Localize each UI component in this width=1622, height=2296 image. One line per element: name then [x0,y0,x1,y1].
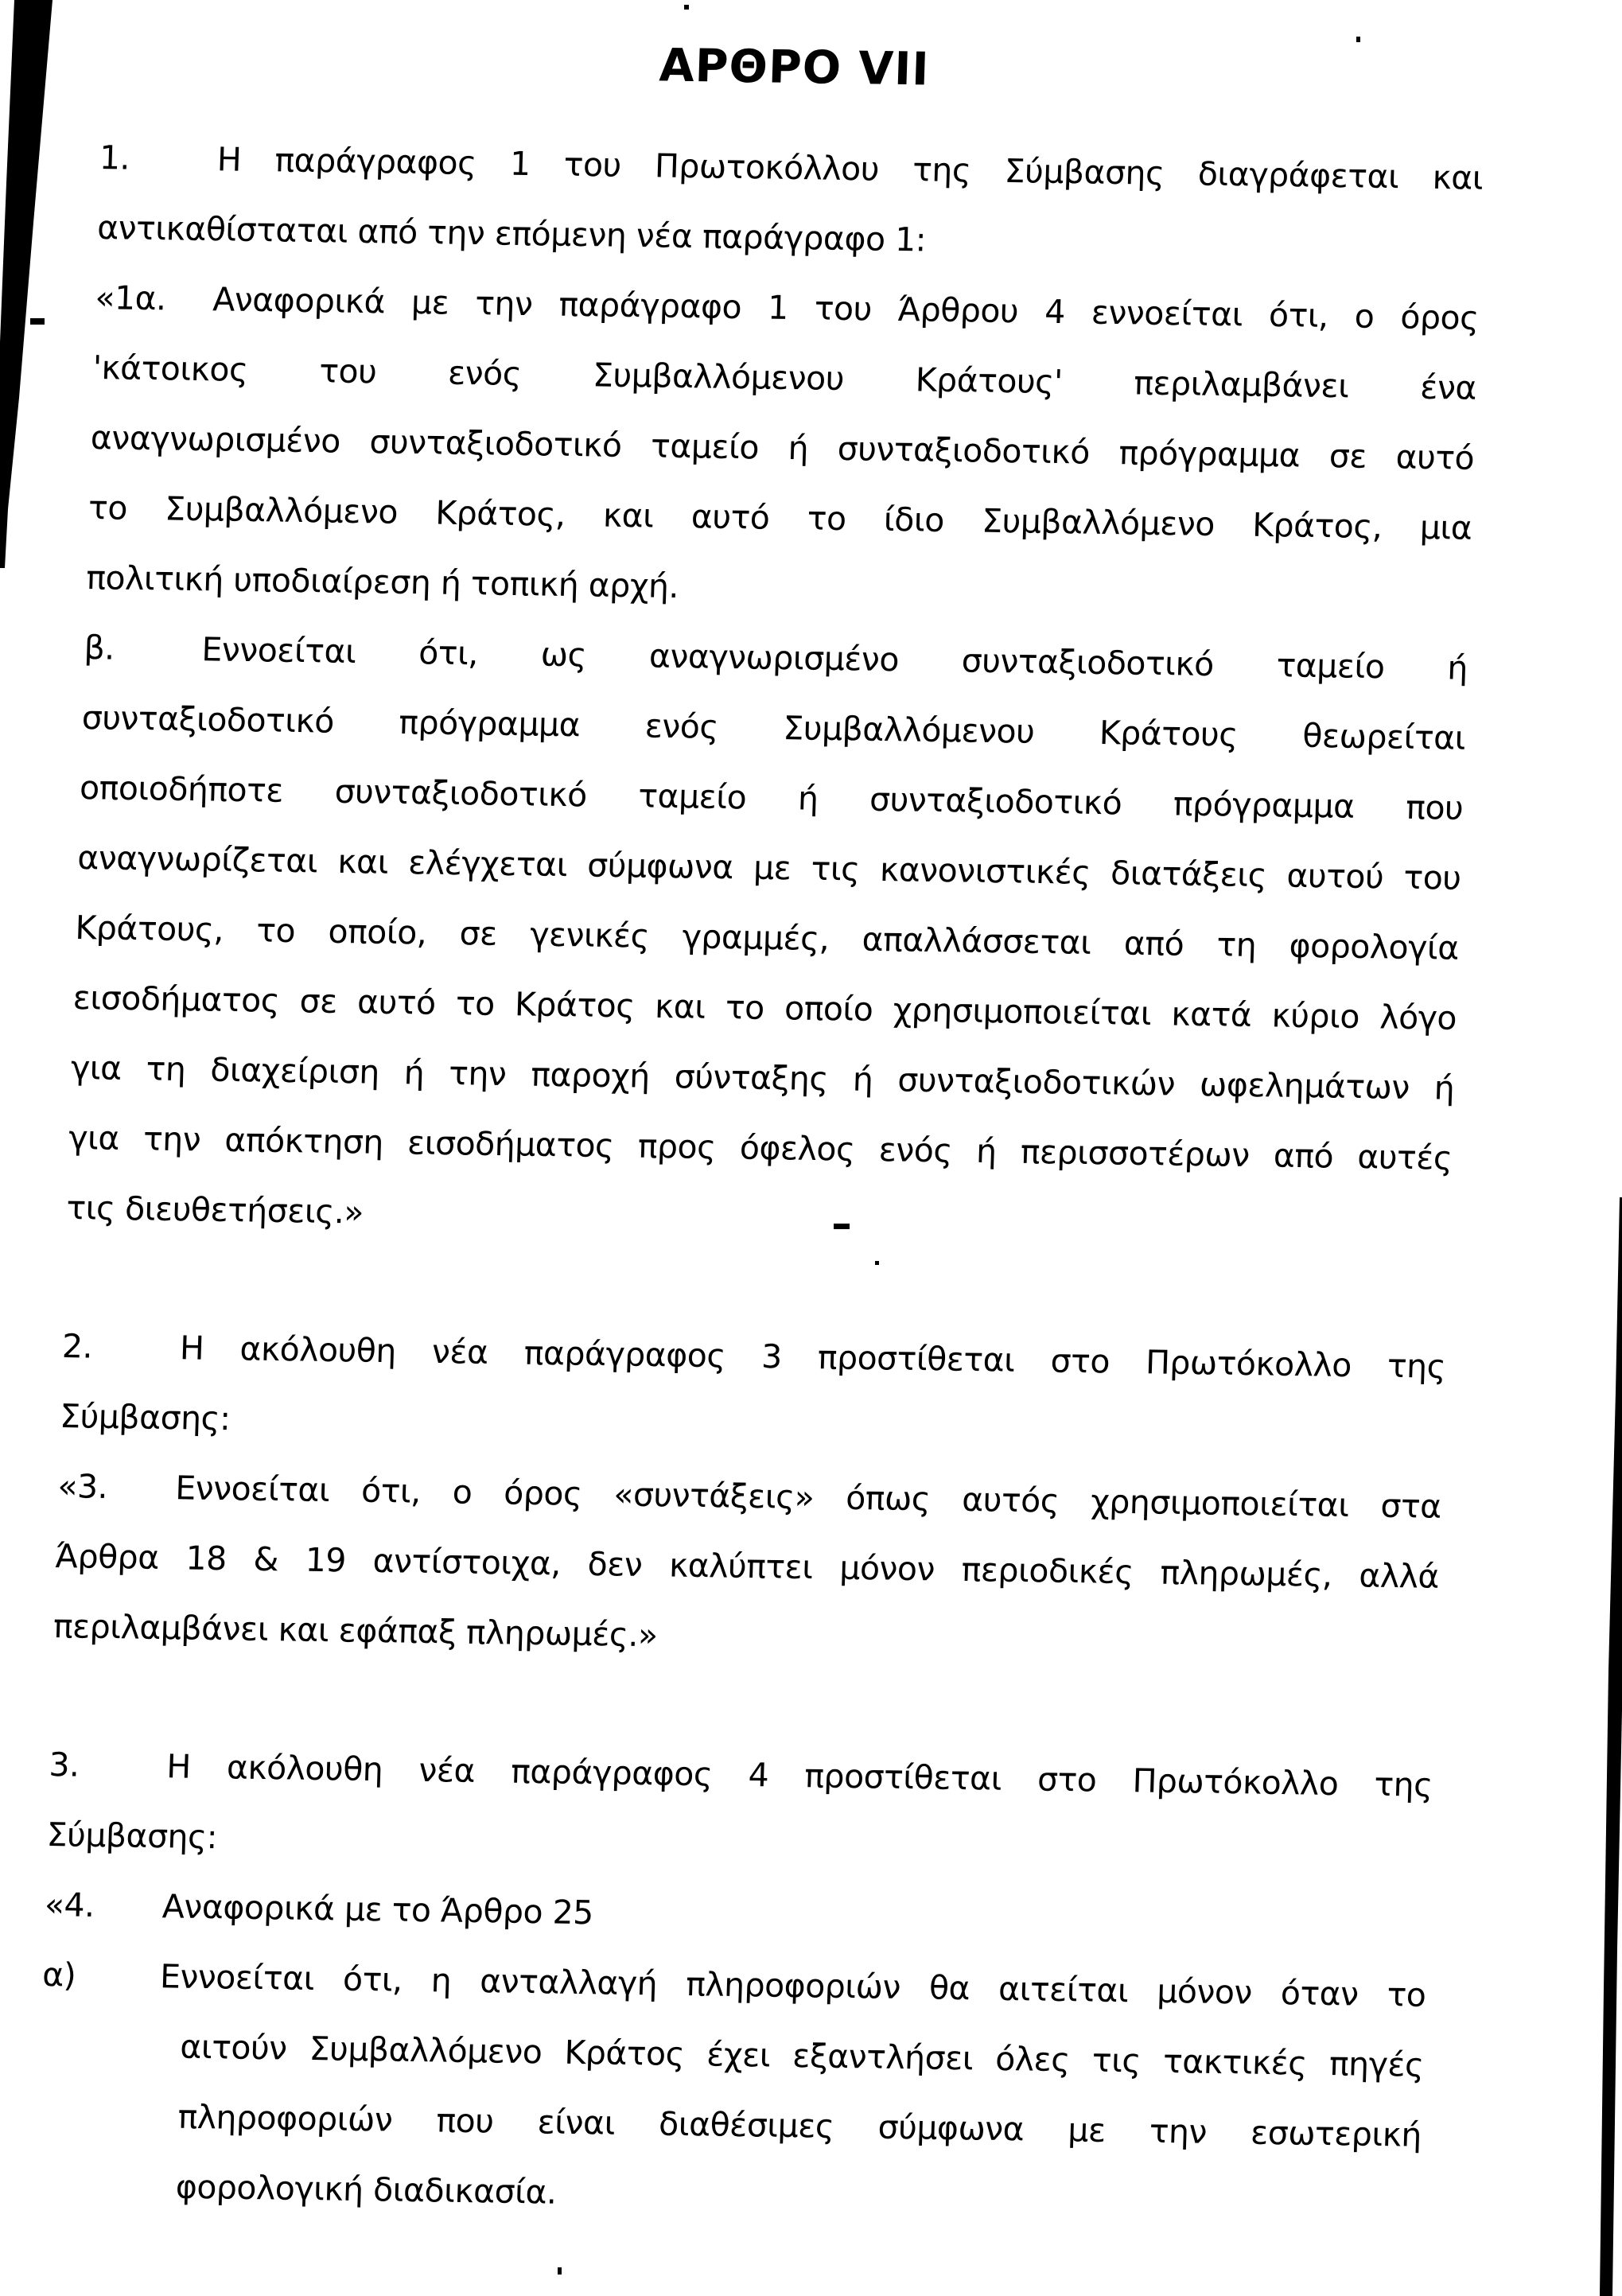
text-line-content: συνταξιοδοτικό πρόγραμμα ενός Συμβαλλόμενου Κράτους θεωρείται [81,699,1466,757]
scan-artifact [558,2267,562,2275]
text-line-content: Αναφορικά με την παράγραφο 1 του Άρθρου 4 εννοείται ότι, ο όρος [212,280,1480,337]
text-line-content: για τη διαχείριση ή την παροχή σύνταξης ή συνταξιοδοτικών ωφελημάτων ή [70,1049,1456,1107]
paragraph-number: 2. [61,1327,93,1366]
text-line-content: πληροφοριών που είναι διαθέσιμες σύμφωνα με την εσωτερική [177,2097,1422,2154]
scan-artifact [1356,37,1360,42]
article-heading: ΑΡΘΡΟ VII [658,39,931,96]
paragraph-number: «3. [56,1467,108,1506]
text-line-content: φορολογική διαδικασία. [175,2167,558,2212]
text-line-content: Εννοείται ότι, η ανταλλαγή πληροφοριών θα αιτείται μόνον όταν το [159,1957,1427,2014]
text-line-content: Εννοείται ότι, ως αναγνωρισμένο συνταξιοδοτικό ταμείο ή [200,630,1468,687]
text-line-content: Η ακόλουθη νέα παράγραφος 4 προστίθεται στο Πρωτόκολλο της [165,1747,1433,1804]
text-line-content: οποιοδήποτε συνταξιοδοτικό ταμείο ή συνταξιοδοτικό πρόγραμμα που [79,769,1464,827]
text-line-content: περιλαμβάνει και εφάπαξ πληρωμές.» [53,1607,659,1655]
text-line-content: Εννοείται ότι, ο όρος «συντάξεις» όπως αυτός χρησιμοποιείται στα [174,1469,1442,1526]
scan-artifact [30,318,45,325]
text-line-content: Αναφορικά με το Άρθρο 25 [161,1887,594,1932]
paragraph-number: 1. [99,138,130,177]
scan-artifact [684,5,689,10]
text-line-content: τις διευθετήσεις.» [65,1189,364,1232]
paragraph-number: α) [41,1955,77,1994]
paragraph-number: 3. [48,1745,80,1784]
text-line-content: αντικαθίσταται από την επόμενη νέα παράγραφο 1: [96,208,927,259]
text-line-content: Σύμβασης: [59,1397,231,1438]
left-edge-scan-bar [0,0,53,568]
text-line-content: πολιτική υποδιαίρεση ή τοπική αρχή. [85,558,679,606]
text-line-content: για την απόκτηση εισοδήματος προς όφελος ενός ή περισσοτέρων από αυτές [68,1119,1453,1177]
text-line-content: Κράτους, το οποίο, σε γενικές γραμμές, απαλλάσσεται από τη φορολογία [74,909,1460,967]
text-line-content: Άρθρα 18 & 19 αντίστοιχα, δεν καλύπτει μόνον περιοδικές πληρωμές, αλλά [55,1537,1440,1596]
text-line-content: αναγνωρισμένο συνταξιοδοτικό ταμείο ή συνταξιοδοτικό πρόγραμμα σε αυτό [90,418,1475,477]
text-line-content: Σύμβασης: [46,1815,218,1857]
text-line-content: το Συμβαλλόμενο Κράτος, και αυτό το ίδιο Συμβαλλόμενο Κράτος, μια [88,488,1473,547]
text-line-content: εισοδήματος σε αυτό το Κράτος και το οποίο χρησιμοποιείται κατά κύριο λόγο [72,979,1457,1037]
right-edge-scan-bar [1600,1197,1622,2296]
text-line-content: Η ακόλουθη νέα παράγραφος 3 προστίθεται στο Πρωτόκολλο της [179,1329,1447,1386]
paragraph-number: «1α. [94,278,167,318]
text-line-content: αιτούν Συμβαλλόμενο Κράτος έχει εξαντλήσει όλες τις τακτικές πηγές [179,2027,1425,2084]
paragraph-number: β. [83,628,115,667]
text-line-content: αναγνωρίζεται και ελέγχεται σύμφωνα με τις κανονιστικές διατάξεις αυτού του [76,839,1462,897]
text-line-content: 'κάτοικος του ενός Συμβαλλόμενου Κράτους' περιλαμβάνει ένα [91,348,1477,407]
paragraph-number: «4. [44,1885,95,1924]
text-line-content: Η παράγραφος 1 του Πρωτοκόλλου της Σύμβασης διαγράφεται και [216,140,1484,197]
document-body [35,32,1488,2240]
